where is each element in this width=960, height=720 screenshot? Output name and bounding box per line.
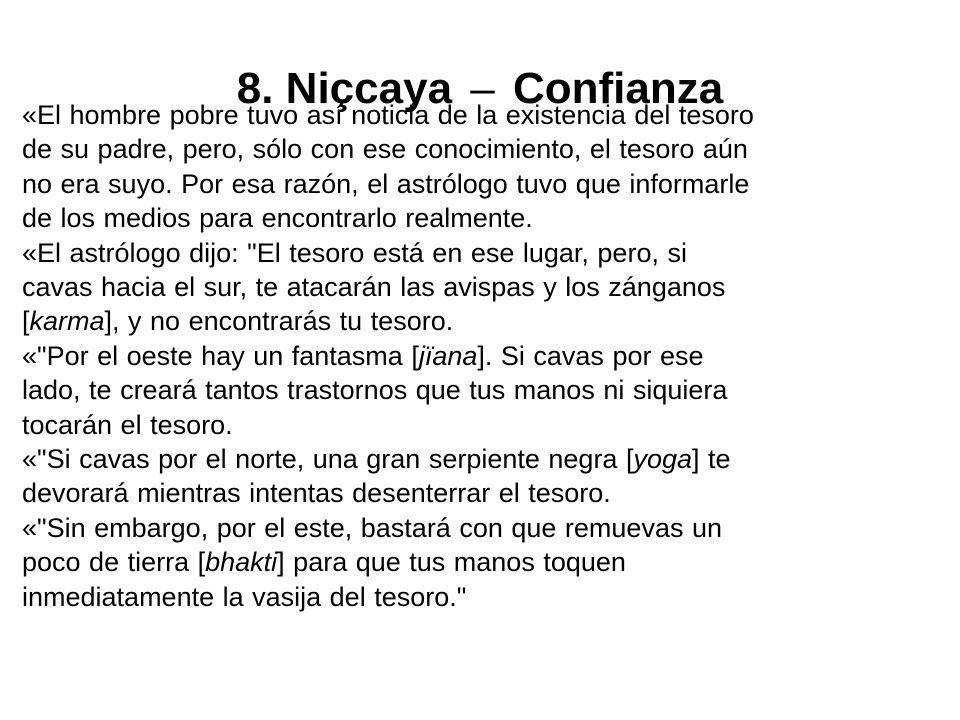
- text-line: [22, 373, 950, 407]
- body-text: [22, 98, 950, 614]
- text-segment: «El astrólogo dijo: "El tesoro está en ese lugar, pero, si: [22, 237, 687, 268]
- text-segment: de los medios para encontrarlo realmente.: [22, 203, 533, 234]
- title-number: 8. Niçcaya: [236, 64, 453, 114]
- text-segment: [: [22, 306, 30, 337]
- text-line: [22, 339, 950, 373]
- text-segment: «"Por el oeste hay un fantasma [: [22, 340, 419, 371]
- text-segment: tocarán el tesoro.: [22, 409, 233, 440]
- text-line: [22, 132, 950, 166]
- italic-term: bhakti: [205, 547, 278, 578]
- text-line: [22, 236, 950, 270]
- paragraph: [22, 442, 950, 511]
- text-segment: poco de tierra [: [22, 547, 206, 578]
- paragraph: [22, 511, 950, 614]
- paragraph: [22, 98, 950, 236]
- text-segment: «"Si cavas por el norte, una gran serpiente negra [: [22, 444, 634, 475]
- text-line: [22, 545, 950, 579]
- text-line: [22, 408, 950, 442]
- text-segment: «El hombre pobre tuvo así noticia de la existencia del tesoro: [22, 100, 754, 130]
- text-line: [22, 201, 950, 235]
- paragraph: [22, 236, 950, 339]
- text-segment: inmediatamente la vasija del tesoro.": [22, 581, 467, 612]
- text-line: [22, 442, 950, 476]
- italic-term: jïana: [418, 340, 478, 371]
- text-line: [22, 511, 950, 545]
- text-line: [22, 580, 950, 614]
- text-line: [22, 167, 950, 201]
- text-segment: «"Sin embargo, por el este, bastará con que remuevas un: [22, 512, 722, 543]
- text-line: [22, 304, 950, 338]
- text-segment: lado, te creará tantos trastornos que tus manos ni siquiera: [22, 375, 728, 406]
- title-dash: –: [470, 64, 495, 114]
- text-segment: ] te: [692, 444, 731, 475]
- italic-term: yoga: [633, 444, 693, 475]
- title-word: Confianza: [513, 64, 724, 114]
- text-segment: devorará mientras intentas desenterrar el tesoro.: [22, 478, 611, 509]
- text-line: [22, 476, 950, 510]
- text-segment: ], y no encontrarás tu tesoro.: [104, 306, 454, 337]
- text-segment: no era suyo. Por esa razón, el astrólogo tuvo que informarle: [22, 168, 750, 199]
- italic-term: karma: [29, 306, 105, 337]
- paragraph: [22, 339, 950, 442]
- text-segment: de su padre, pero, sólo con ese conocimiento, el tesoro aún: [22, 134, 748, 165]
- text-line: [22, 98, 950, 132]
- text-segment: cavas hacia el sur, te atacarán las avispas y los zánganos: [22, 272, 726, 303]
- text-segment: ] para que tus manos toquen: [277, 547, 626, 578]
- text-line: [22, 270, 950, 304]
- text-segment: ]. Si cavas por ese: [477, 340, 704, 371]
